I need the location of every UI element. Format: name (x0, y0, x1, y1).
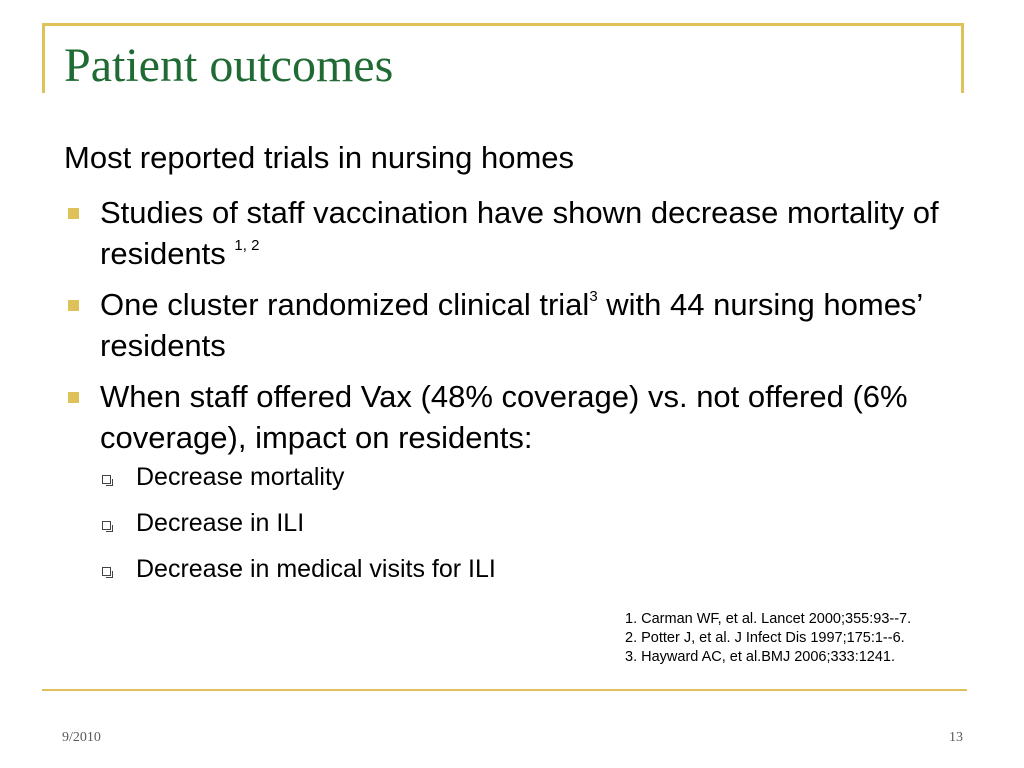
footer-divider (42, 689, 967, 691)
sub-bullet-item (100, 461, 964, 494)
slide-title: Patient outcomes (64, 39, 394, 92)
frame-left-line (42, 23, 45, 93)
reference-item: 2. Potter J, et al. J Infect Dis 1997;175:1--6. (625, 630, 905, 646)
shadowed-box-bullet-icon (102, 567, 111, 576)
bullet-item-staff-vaccination (64, 192, 964, 274)
shadowed-box-bullet-icon (102, 521, 111, 530)
sub-bullet-text: Decrease in ILI (136, 509, 305, 537)
citation-superscript: 3 (589, 288, 598, 305)
sub-bullet-text: Decrease in medical visits for ILI (136, 555, 496, 583)
bullet-item-cluster-trial (64, 284, 964, 366)
citation-superscript: 1, 2 (234, 237, 260, 254)
footer-date: 9/2010 (62, 730, 101, 745)
sub-bullet-item (100, 553, 964, 586)
reference-item: 3. Hayward AC, et al.BMJ 2006;333:1241. (625, 649, 896, 665)
bullet-text: When staff offered Vax (48% coverage) vs. not offered (6% coverage), impact on residents: (100, 379, 908, 455)
page-number: 13 (949, 730, 963, 745)
sub-bullet-list (100, 461, 964, 586)
sub-bullet-text: Decrease mortality (136, 463, 345, 491)
bullet-text: Studies of staff vaccination have shown decrease mortality of residents (100, 195, 939, 271)
frame-right-line (961, 23, 964, 93)
bullet-text-continued: with 44 nursing homes’ residents (100, 287, 923, 363)
intro-text: Most reported trials in nursing homes (64, 140, 575, 175)
shadowed-box-bullet-icon (102, 475, 111, 484)
square-bullet-icon (68, 208, 79, 219)
bullet-list (64, 192, 964, 599)
square-bullet-icon (68, 300, 79, 311)
bullet-text: One cluster randomized clinical trial (100, 287, 590, 322)
references (625, 610, 911, 667)
sub-bullet-item (100, 507, 964, 540)
reference-item: 1. Carman WF, et al. Lancet 2000;355:93--7. (625, 611, 912, 627)
square-bullet-icon (68, 392, 79, 403)
frame-top-line (42, 23, 964, 26)
bullet-item-staff-offered-vax (64, 376, 964, 586)
